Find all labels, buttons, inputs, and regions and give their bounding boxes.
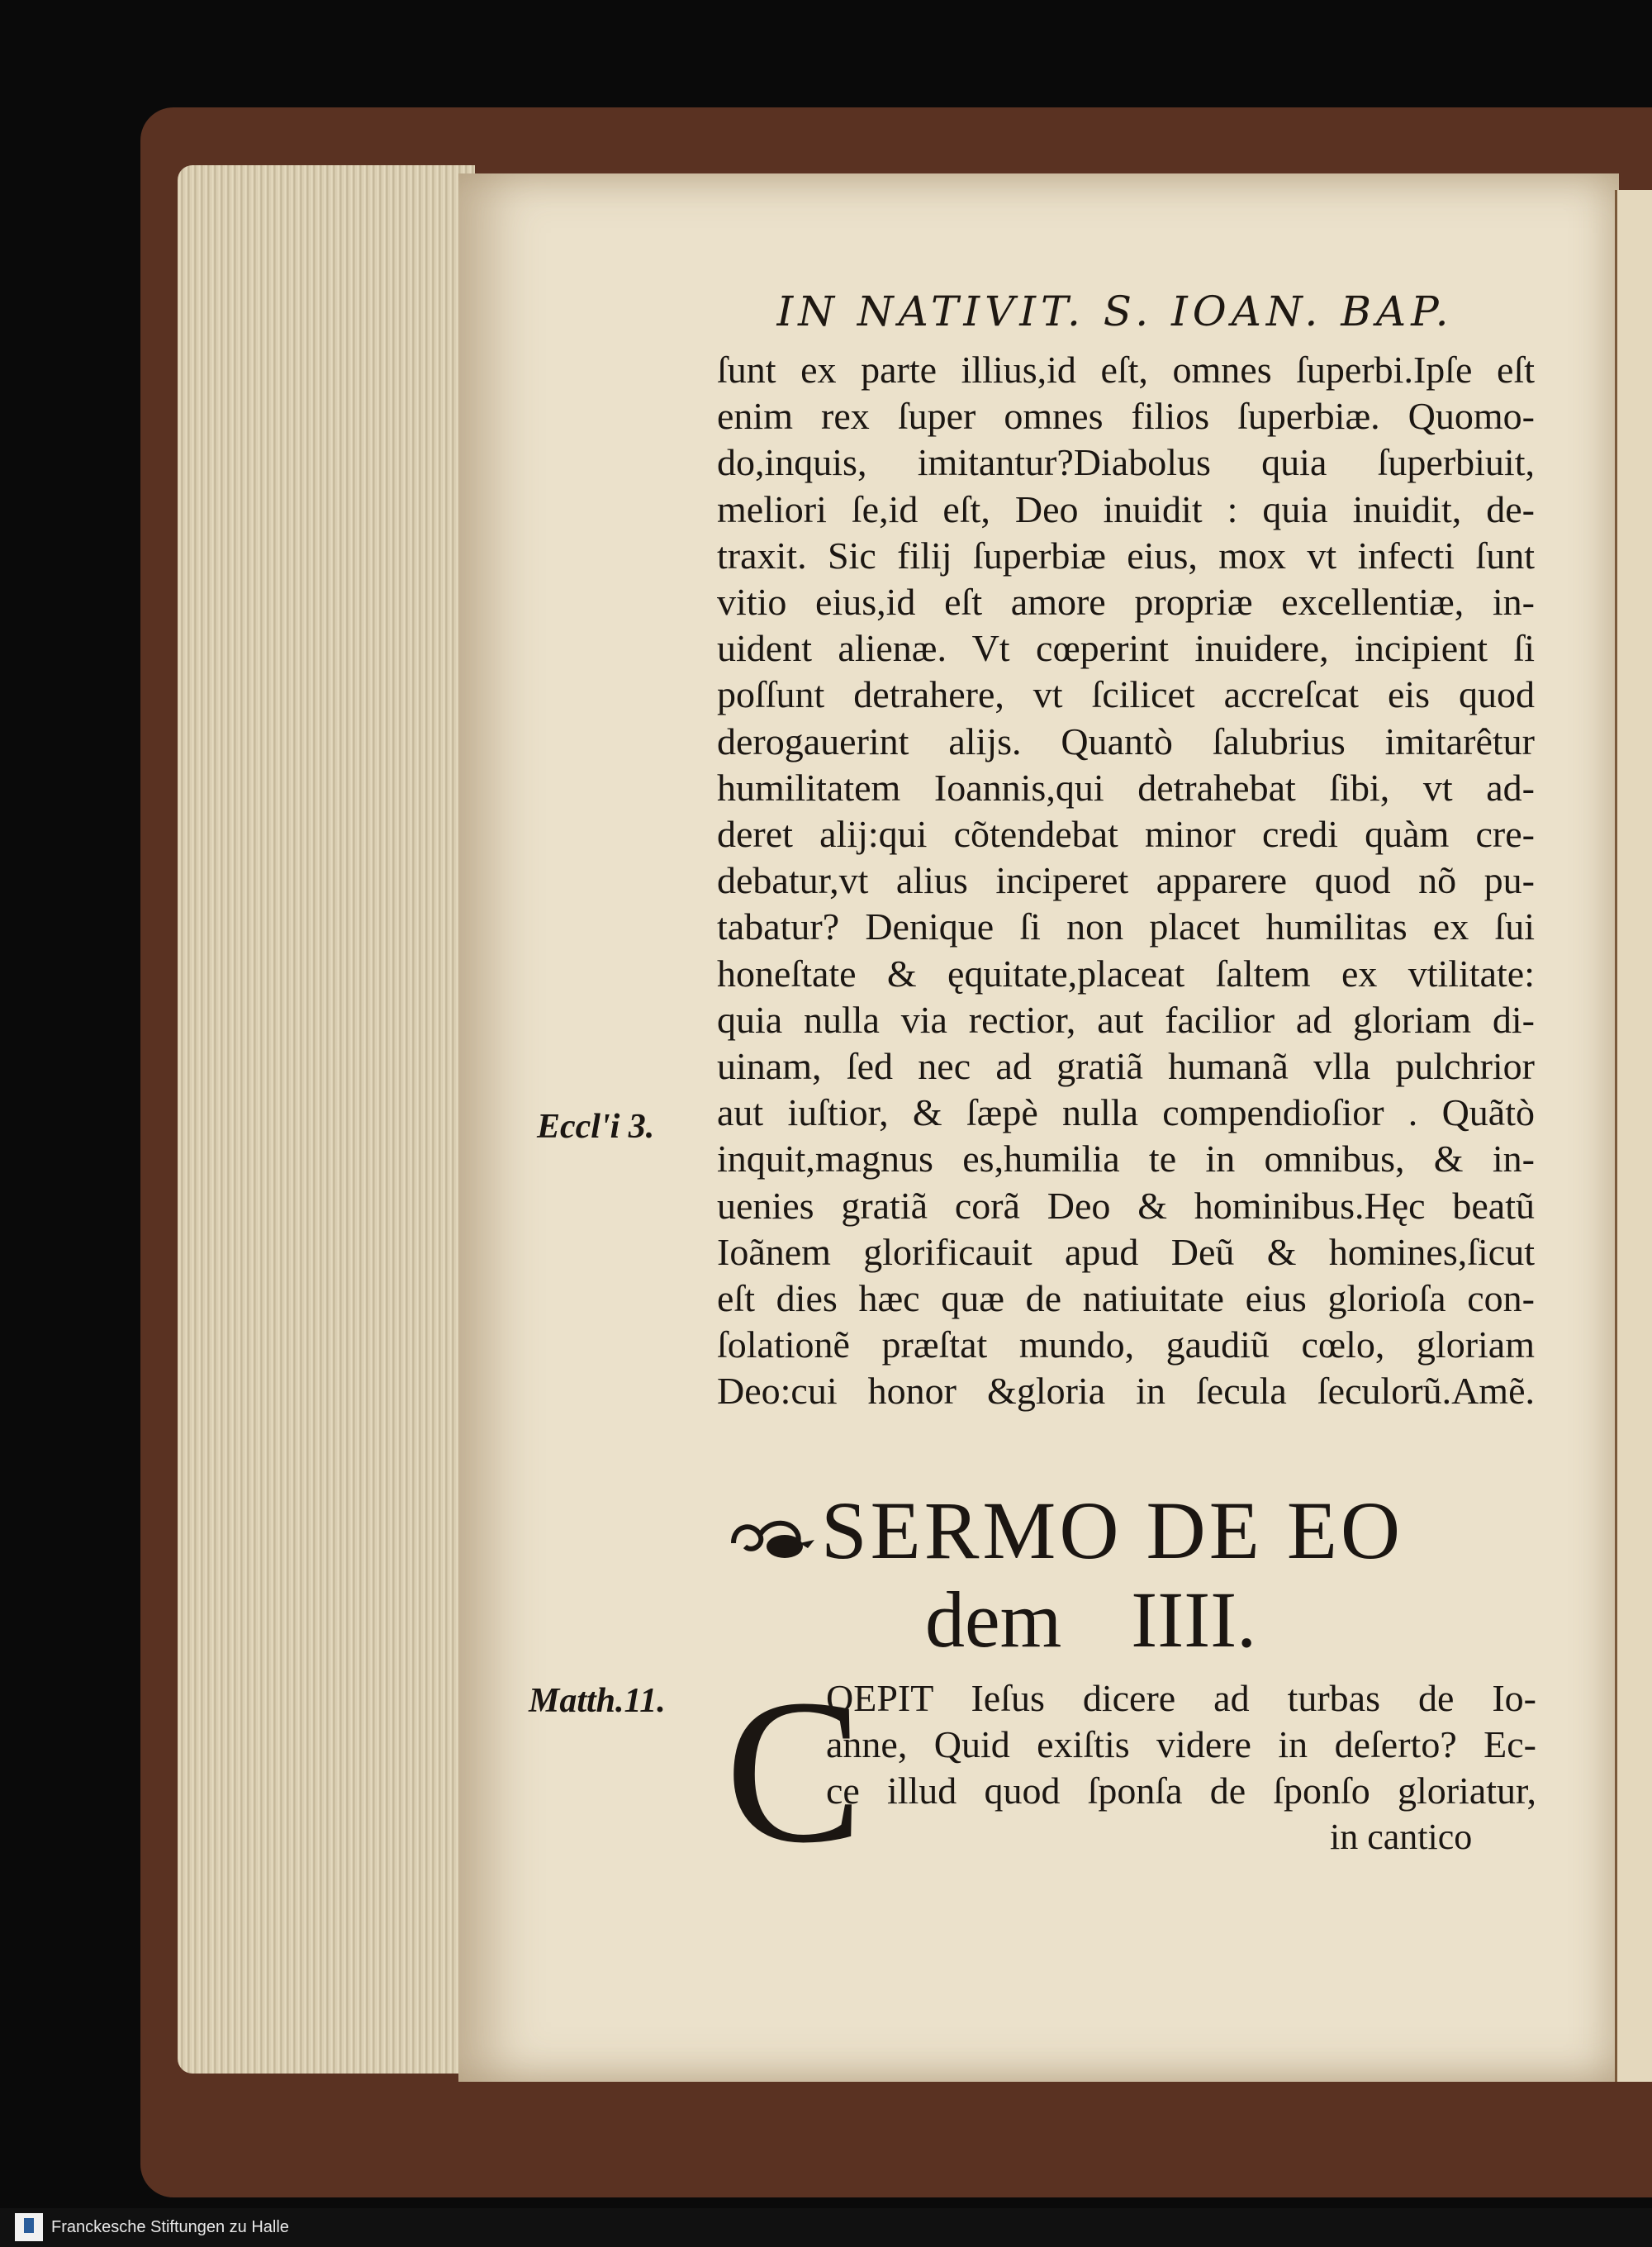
text-line: do,inquis, imitantur?Diabolus quia ſuperbiuit, <box>717 441 1535 484</box>
catchword: in cantico <box>1330 1817 1473 1857</box>
drop-cap: C <box>725 1657 863 1886</box>
facing-page-edge <box>1615 190 1652 2082</box>
text-line: aut iuſtior, & ſæpè nulla compendioſior . Quãtò <box>717 1091 1535 1134</box>
text-line: vitio eius,id eſt amore propriæ excellentiæ, in- <box>717 581 1535 624</box>
text-line: OEPIT Ieſus dicere ad turbas de Io- <box>826 1677 1536 1719</box>
margin-note-matthew: Matth.11. <box>529 1682 666 1720</box>
text-line: Deo:cui honor &gloria in ſecula ſeculorũ.Amẽ. <box>717 1370 1535 1413</box>
text-line: inquit,magnus es,humilia te in omnibus, & in- <box>717 1138 1535 1181</box>
fleuron-ornament-icon <box>727 1510 818 1568</box>
running-head: IN NATIVIT. S. IOAN. BAP. <box>776 287 1454 335</box>
text-line: tabatur? Denique ſi non placet humilitas ex ſui <box>717 905 1535 948</box>
footer-label: Franckesche Stiftungen zu Halle <box>51 2218 289 2236</box>
text-line: uident alienæ. Vt cœperint inuidere, incipient ſi <box>717 627 1535 670</box>
text-line: humilitatem Ioannis,qui detrahebat ſibi, vt ad- <box>717 766 1535 809</box>
text-line: eſt dies hæc quæ de natiuitate eius glorioſa con- <box>717 1277 1535 1320</box>
text-line: honeſtate & ęquitate,placeat ſaltem ex vtilitate: <box>717 952 1535 995</box>
sermon-subheading <box>925 1574 1503 1665</box>
sermon-subtitle-word: dem <box>925 1575 1062 1664</box>
text-line: uenies gratiã corã Deo & hominibus.Hęc beatũ <box>717 1184 1535 1227</box>
text-line: quia nulla via rectior, aut facilior ad gloriam di- <box>717 998 1535 1041</box>
text-line: enim rex ſuper omnes filios ſuperbiæ. Quomo- <box>717 395 1535 438</box>
text-line: uinam, ſed nec ad gratiã humanã vlla pulchrior <box>717 1045 1535 1088</box>
text-line: ſolationẽ præſtat mundo, gaudiũ cœlo, gloriam <box>717 1323 1535 1366</box>
text-line: deret alij:qui cõtendebat minor credi quàm cre- <box>717 813 1535 856</box>
text-line: poſſunt detrahere, vt ſcilicet accreſcat eis quod <box>717 673 1535 716</box>
text-line: anne, Quid exiſtis videre in deſerto? Ec- <box>826 1723 1536 1766</box>
text-line: Ioãnem glorificauit apud Deũ & homines,ſicut <box>717 1230 1535 1273</box>
text-line: meliori ſe,id eſt, Deo inuidit : quia inuidit, de- <box>717 487 1535 530</box>
sermon-heading <box>727 1483 1536 1578</box>
institution-logo-icon <box>15 2213 43 2241</box>
sermon-number: IIII. <box>1131 1575 1257 1664</box>
text-line: derogauerint alijs. Quantò ſalubrius imitarêtur <box>717 720 1535 762</box>
page-edges <box>178 165 475 2074</box>
text-line: debatur,vt alius inciperet apparere quod nõ pu- <box>717 859 1535 902</box>
sermon-title: SERMO DE EO <box>821 1485 1404 1576</box>
text-line: traxit. Sic filij ſuperbiæ eius, mox vt infecti ſunt <box>717 534 1535 577</box>
margin-note-ecclesiasticus: Eccl'i 3. <box>537 1108 655 1146</box>
text-line: ſunt ex parte illius,id eſt, omnes ſuperbi.Ipſe eſt <box>717 349 1535 391</box>
body-text <box>717 347 1535 1415</box>
footer-bar <box>0 2208 1652 2247</box>
intro-text <box>826 1675 1536 1815</box>
text-line: ce illud quod ſponſa de ſponſo gloriatur, <box>826 1770 1536 1812</box>
